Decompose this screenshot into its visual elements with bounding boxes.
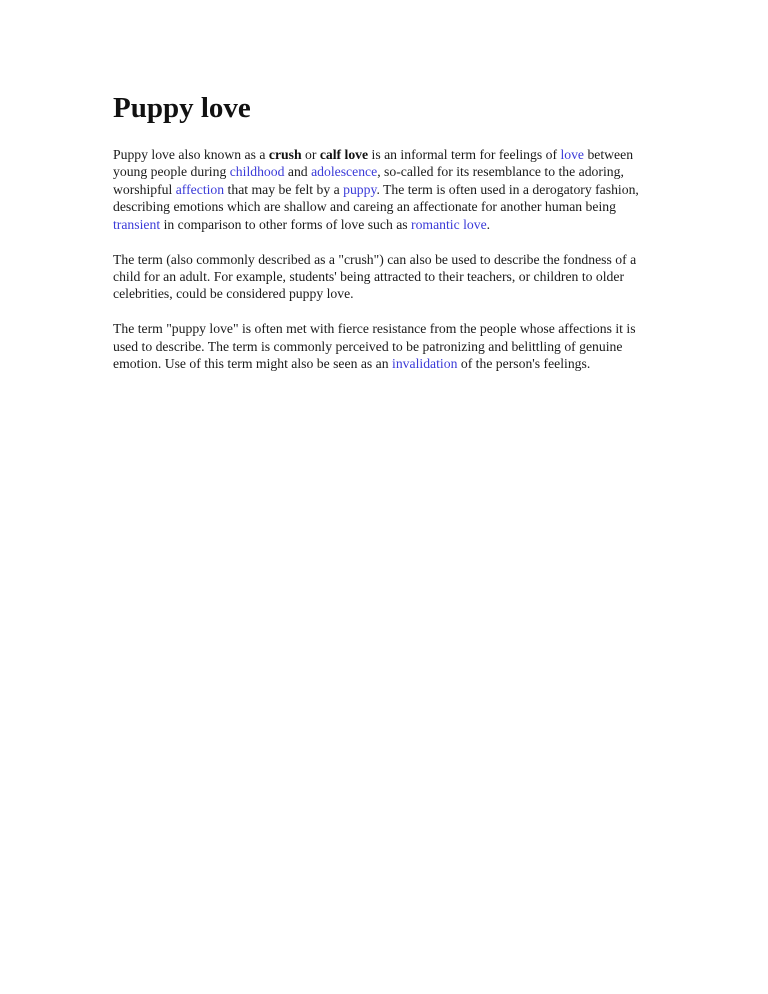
link-childhood[interactable]: childhood [229,164,285,180]
link-transient[interactable]: transient [113,216,161,232]
text: The term "puppy love" is often met with fierce resistance from the people whose affections it is used to describe. The term is commonly perceived to be patronizing and belittling of genuine emotion. Use of this term might also be seen as an [113,321,636,372]
bold-term-crush: crush [268,147,302,162]
text: . [486,216,491,232]
page-title: Puppy love [113,92,251,124]
paragraph-resistance [113,320,658,372]
paragraph-crush: The term (also commonly described as a "crush") can also be used to describe the fondness of a child for an adult. For example, students' being attracted to their teachers, or children to older celebrities, could be considered puppy love. [113,251,637,302]
text: is an informal term for feelings of [368,147,561,162]
text: , so-called for its resemblance to the adoring, worshipful [113,164,624,197]
text: that may be felt by a [224,181,344,197]
link-love[interactable]: love [560,147,585,162]
link-romantic-love[interactable]: romantic love [411,216,487,232]
document-page [113,88,658,390]
text: Puppy love also known as a [113,147,269,162]
text: of the person's feelings. [457,356,591,372]
text: and [284,164,312,180]
text: or [301,147,320,162]
link-puppy[interactable]: puppy [343,181,377,197]
link-affection[interactable]: affection [175,181,225,197]
text: between young people during [113,147,634,180]
link-adolescence[interactable]: adolescence [311,164,378,180]
text: in comparison to other forms of love such as [160,216,412,232]
link-invalidation[interactable]: invalidation [392,356,458,372]
bold-term-calf-love: calf love [319,147,369,162]
text: . The term is often used in a derogatory fashion, describing emotions which are shallow and careing an affectionate for another human being [113,181,639,215]
paragraph-intro [113,146,658,233]
